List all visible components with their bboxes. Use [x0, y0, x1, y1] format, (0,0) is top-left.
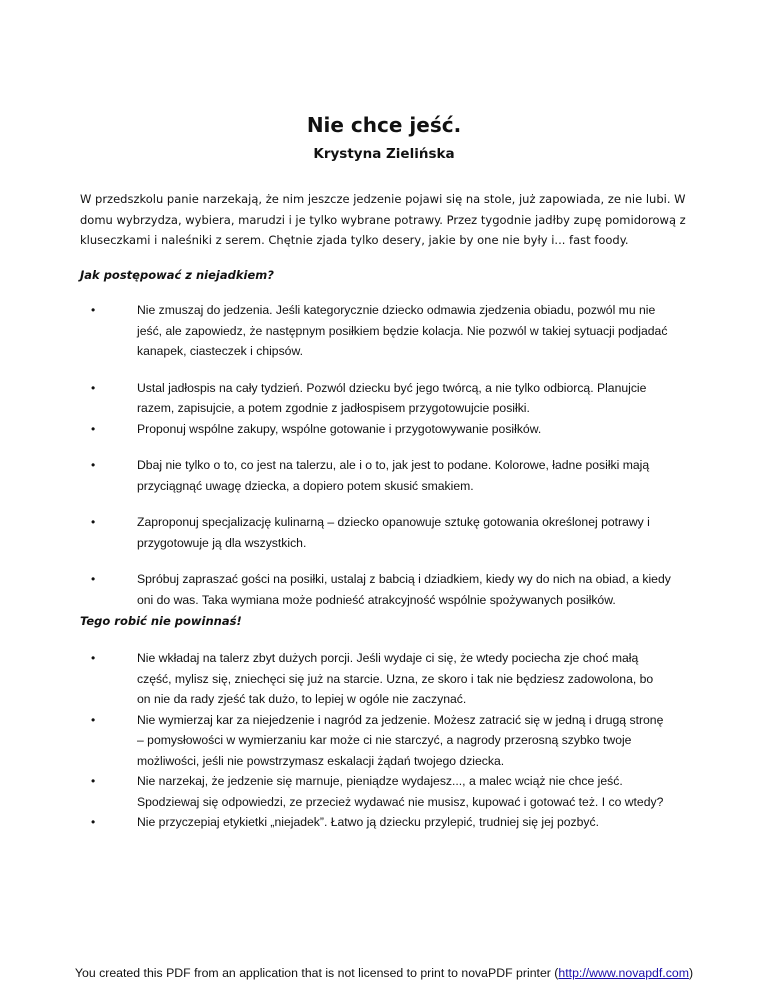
- novapdf-link[interactable]: http://www.novapdf.com: [558, 966, 689, 980]
- list-item-text: Proponuj wspólne zakupy, wspólne gotowanie i przygotowywanie posiłków.: [137, 421, 542, 436]
- donts-list: [0, 648, 768, 833]
- license-footer: [0, 966, 768, 980]
- list-item: [0, 419, 682, 440]
- list-item: [0, 648, 667, 710]
- list-item: [0, 455, 682, 496]
- list-item-text: Nie wkładaj na talerz zbyt dużych porcji. Jeśli wydaje ci się, że wtedy pociecha zje choć małą część, mylisz się, zniechęci się już na starcie. Uzna, ze skoro i tak nie będziesz zadowolona, bo on nie da rady zjeść tak dużo, to lepiej w ogóle nie zaczynać.: [137, 651, 654, 706]
- bullet-icon: •: [91, 712, 96, 727]
- list-item: [0, 710, 667, 772]
- list-item: [0, 771, 667, 812]
- footer-text-end: ): [688, 966, 694, 980]
- bullet-icon: •: [91, 815, 96, 829]
- bullet-icon: •: [91, 458, 96, 472]
- section-heading-how-to: Jak postępować z niejadkiem?: [80, 268, 274, 282]
- list-item-text: Spróbuj zapraszać gości na posiłki, ustalaj z babcią i dziadkiem, kiedy wy do nich na obiad, a kiedy oni do was. Taka wymiana może podnieść atrakcyjność wspólnie spożywanych posiłków.: [137, 572, 671, 607]
- document-author: Krystyna Zielińska: [313, 146, 455, 162]
- footer-text: You created this PDF from an application that is not licensed to print to novaPDF printer (: [74, 966, 559, 980]
- list-item-text: Nie zmuszaj do jedzenia. Jeśli kategorycznie dziecko odmawia zjedzenia obiadu, pozwól mu nie jeść, ale zapowiedz, że następnym posiłkiem będzie kolacja. Nie pozwól w takiej sytuacji podjadać kanapek, ciasteczek i chipsów.: [137, 303, 668, 358]
- bullet-icon: •: [91, 421, 96, 436]
- list-item-text: Nie przyczepiaj etykietki „niejadek”. Łatwo ją dziecku przylepić, trudniej się jej pozbyć.: [137, 815, 599, 829]
- bullet-icon: •: [91, 380, 96, 395]
- list-item: [0, 378, 682, 419]
- bullet-icon: •: [91, 303, 96, 317]
- document-title: Nie chce jeść.: [306, 113, 462, 137]
- bullet-icon: •: [91, 774, 96, 788]
- list-item-text: Zaproponuj specjalizację kulinarną – dziecko opanowuje sztukę gotowania określonej potrawy i przygotowuje ją dla wszystkich.: [137, 515, 650, 550]
- list-item: [0, 512, 682, 553]
- bullet-icon: •: [91, 515, 96, 529]
- list-item-text: Ustal jadłospis na cały tydzień. Pozwól dziecku być jego twórcą, a nie tylko odbiorcą. Planujcie razem, zapisujcie, a potem zgodnie z jadłospisem przygotowujcie posiłki.: [137, 380, 647, 415]
- list-item-text: Nie wymierzaj kar za niejedzenie i nagród za jedzenie. Możesz zatracić się w jedną i drugą stronę – pomysłowości w wymierzaniu kar może ci nie starczyć, a nagrody przerosną szybko twoje możliwości, jeśli nie powstrzymasz eskalacji żądań twojego dziecka.: [137, 712, 664, 768]
- tips-list: [0, 300, 768, 610]
- section-heading-dont: Tego robić nie powinnaś!: [80, 614, 242, 628]
- bullet-icon: •: [91, 572, 96, 586]
- bullet-icon: •: [91, 651, 96, 665]
- intro-paragraph: W przedszkolu panie narzekają, że nim jeszcze jedzenie pojawi się na stole, już zapowiada, ze nie lubi. W domu wybrzydza, wybiera, marudzi i je tylko wybrane potrawy. Przez tygodnie jadłby zupę pomidorową z kluseczkami i naleśniki z serem. Chętnie zjada tylko desery, jakie by one nie były i... fast foody.: [80, 192, 686, 247]
- list-item: [0, 300, 682, 362]
- list-item-text: Nie narzekaj, że jedzenie się marnuje, pieniądze wydajesz..., a malec wciąż nie chce jeść. Spodziewaj się odpowiedzi, ze przecież wydawać nie musisz, kupować i gotować też. I co wtedy?: [137, 774, 664, 809]
- list-item: [0, 569, 682, 610]
- list-item: [0, 812, 667, 833]
- list-item-text: Dbaj nie tylko o to, co jest na talerzu, ale i o to, jak jest to podane. Kolorowe, ładne posiłki mają przyciągnąć uwagę dziecka, a dopiero potem skusić smakiem.: [137, 458, 650, 493]
